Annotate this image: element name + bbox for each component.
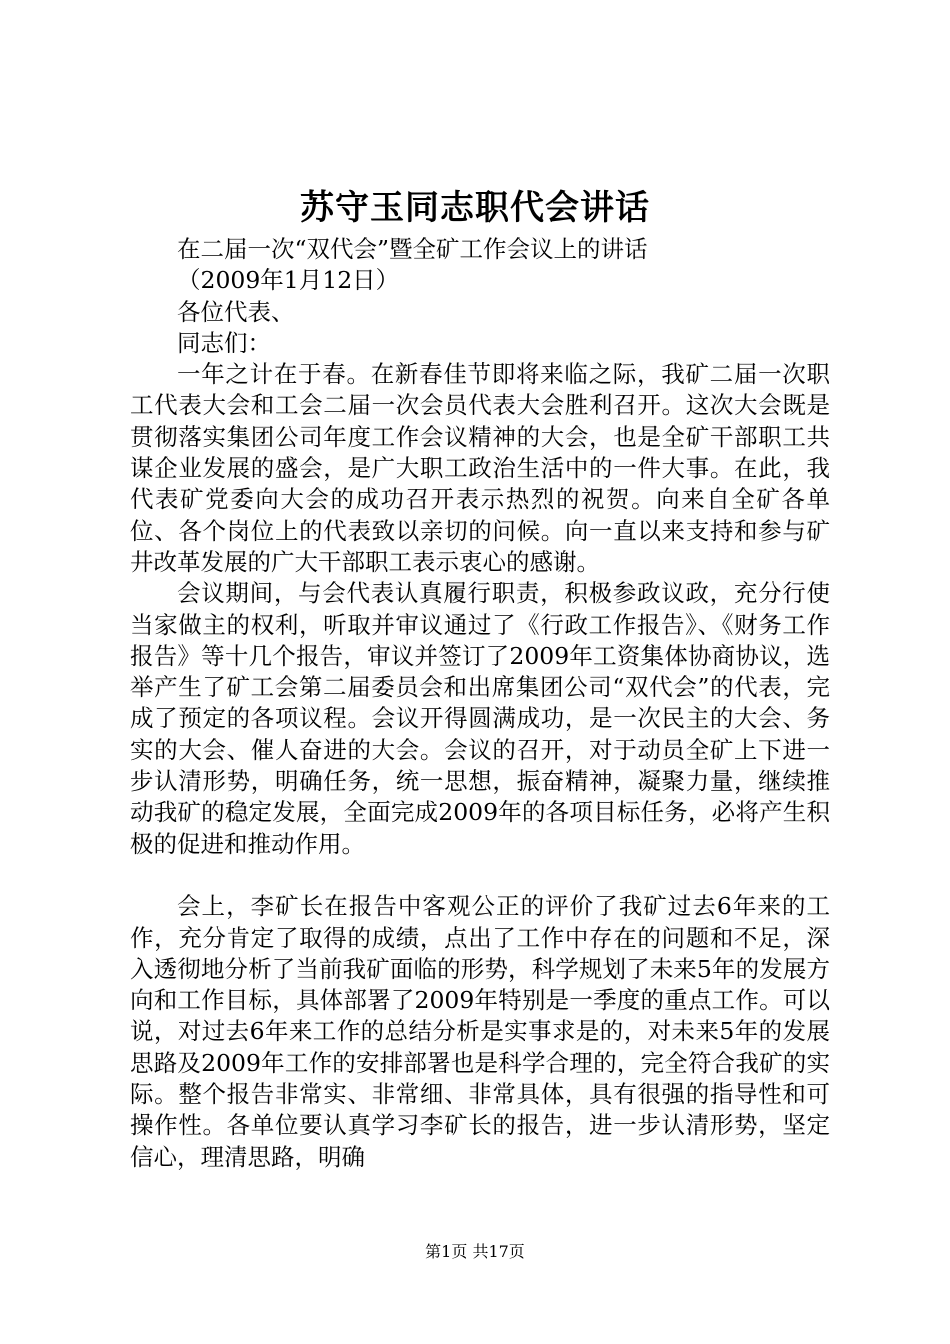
body-paragraph-2: 会议期间，与会代表认真履行职责，积极参政议政，充分行使当家做主的权利，听取并审议通过了《行政工作报告》、《财务工作报告》等十几个报告，审议并签订了2009年工资集体协商协议，选举产生了矿工会第二届委员会和出席集团公司“双代会”的代表，完成了预定的各项议程。会议开得圆满成功，是一次民主的大会、务实的大会、催人奋进的大会。会议的召开，对于动员全矿上下进一步认清形势，明确任务，统一思想，振奋精神，凝聚力量，继续推动我矿的稳定发展，全面完成2009年的各项目标任务，必将产生积极的促进和推动作用。: [130, 579, 830, 858]
document-title: 苏守玉同志职代会讲话: [300, 188, 650, 228]
salutation-line-1: 各位代表、: [177, 297, 295, 326]
blank-line: [130, 860, 830, 891]
document-body: [130, 234, 830, 1173]
speech-date: （2009年1月12日）: [177, 266, 400, 295]
body-paragraph-1: 一年之计在于春。在新春佳节即将来临之际，我矿二届一次职工代表大会和工会二届一次会员代表大会胜利召开。这次大会既是贯彻落实集团公司年度工作会议精神的大会，也是全矿干部职工共谋企业发展的盛会，是广大职工政治生活中的一件大事。在此，我代表矿党委向大会的成功召开表示热烈的祝贺。向来自全矿各单位、各个岗位上的代表致以亲切的问候。向一直以来支持和参与矿井改革发展的广大干部职工表示衷心的感谢。: [130, 360, 830, 576]
salutation-line-2: 同志们：: [177, 328, 271, 357]
speech-subtitle: 在二届一次“双代会”暨全矿工作会议上的讲话: [177, 235, 648, 263]
page-footer: 第1页 共17页: [425, 1242, 525, 1261]
body-paragraph-3: 会上，李矿长在报告中客观公正的评价了我矿过去6年来的工作，充分肯定了取得的成绩，点出了工作中存在的问题和不足，深入透彻地分析了当前我矿面临的形势，科学规划了未来5年的发展方向和工作目标，具体部署了2009年特别是一季度的重点工作。可以说，对过去6年来工作的总结分析是实事求是的，对未来5年的发展思路及2009年工作的安排部署也是科学合理的，完全符合我矿的实际。整个报告非常实、非常细、非常具体，具有很强的指导性和可操作性。各单位要认真学习李矿长的报告，进一步认清形势，坚定信心，理清思路，明确: [130, 892, 830, 1171]
